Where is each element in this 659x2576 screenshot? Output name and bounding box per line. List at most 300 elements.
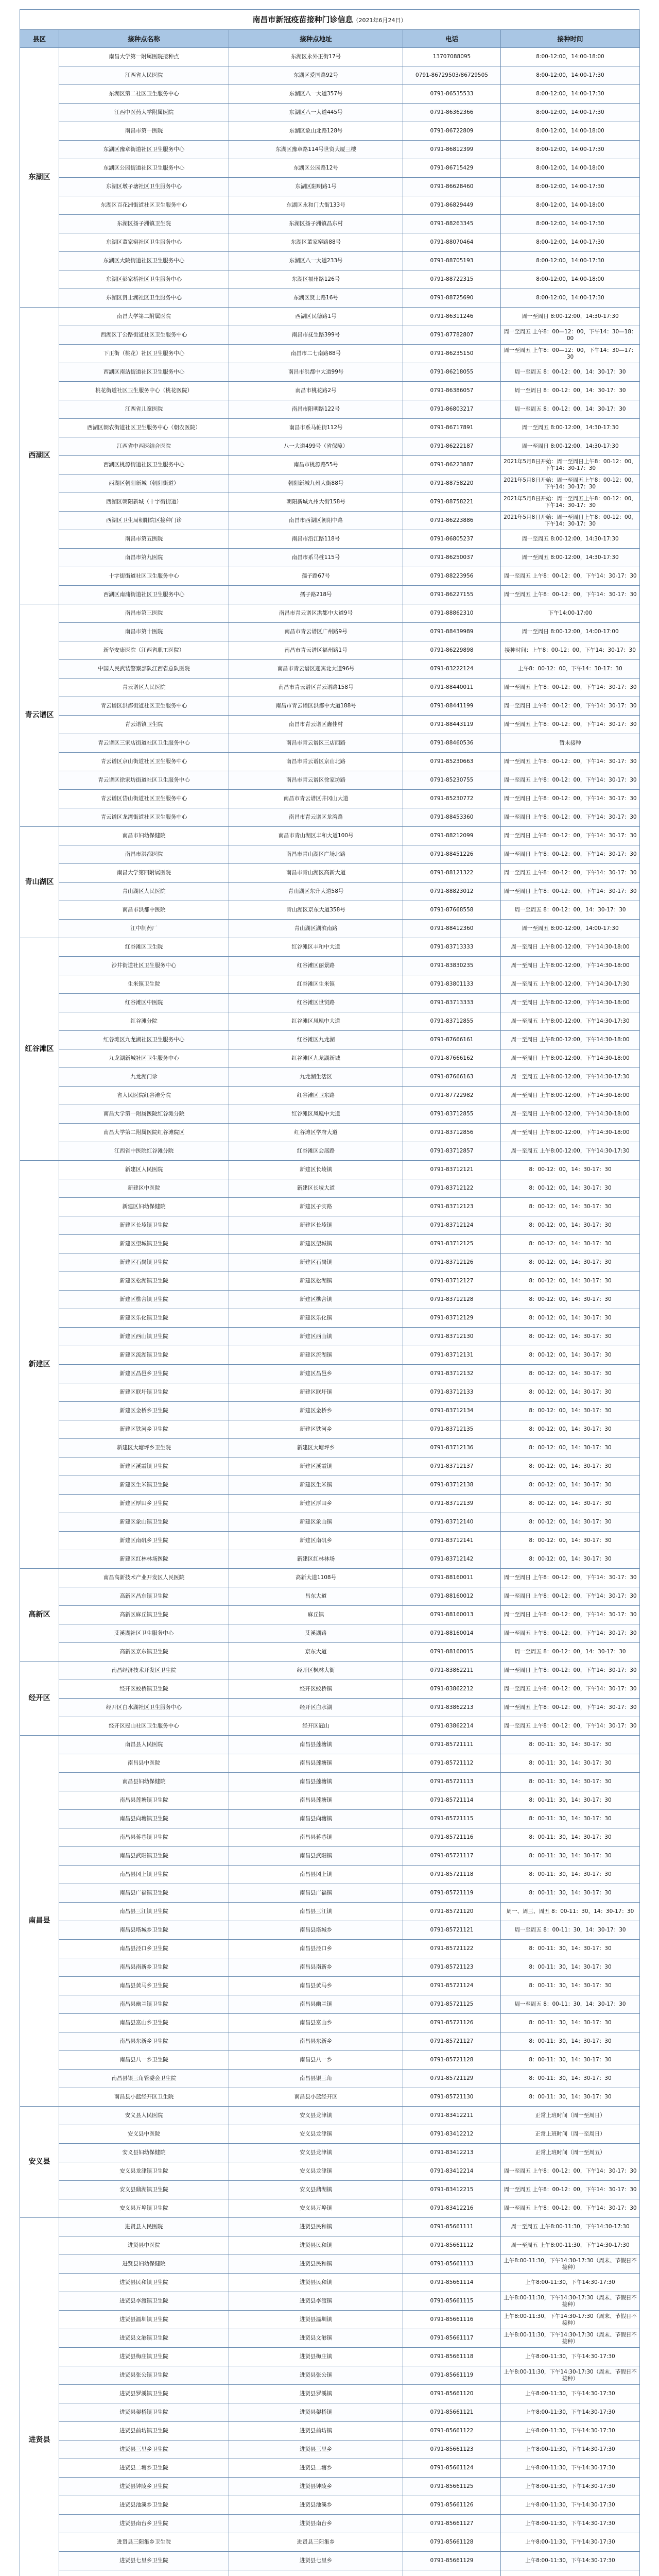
clinic-address: 进贤县文港镇 <box>229 2329 403 2348</box>
clinic-hours: 周一至周日 上午8：00-12：00，下午14：30-17：30 <box>501 845 640 864</box>
clinic-address: 八一大道499号（省保障） <box>229 437 403 456</box>
clinic-address: 新建区溪霞镇 <box>229 1458 403 1476</box>
clinic-address: 麻丘镇 <box>229 1606 403 1624</box>
clinic-name: 沙井街道社区卫生服务中心 <box>59 957 229 975</box>
district-cell: 安义县 <box>20 2107 59 2218</box>
clinic-phone: 0791-85721125 <box>403 1995 501 2014</box>
clinic-hours: 8：00-11：30，14：30-17：30 <box>501 2070 640 2088</box>
clinic-table <box>20 29 640 2576</box>
clinic-hours: 周一至周日 上午8：00-12：00，下午14：30-17：30 <box>501 883 640 901</box>
clinic-phone: 0791-83712131 <box>403 1346 501 1365</box>
clinic-hours: 8：00-11：30，14：30-17：30 <box>501 1791 640 1810</box>
table-row <box>20 864 640 883</box>
clinic-hours: 周一至周五 上午8：00—12：00，下午14：30—18：00 <box>501 326 640 345</box>
clinic-hours: 8：00-12：00，14：30-17：30 <box>501 1309 640 1328</box>
clinic-phone: 0791-88758220 <box>403 474 501 493</box>
table-row <box>20 1773 640 1791</box>
table-row <box>20 1995 640 2014</box>
clinic-phone: 0791-88160011 <box>403 1569 501 1587</box>
clinic-address: 东湖区豫章路114号世贸大厦三楼 <box>229 141 403 159</box>
clinic-name: 进贤县人民医院 <box>59 2218 229 2236</box>
clinic-hours: 8：00-12：00，14：30-17：30 <box>501 1161 640 1179</box>
table-row <box>20 660 640 679</box>
clinic-hours: 8:00-12:00，14:00-18:00 <box>501 122 640 141</box>
clinic-phone: 0791-83712130 <box>403 1328 501 1346</box>
table-row <box>20 2144 640 2162</box>
clinic-name: 南昌县塔城乡卫生院 <box>59 1921 229 1940</box>
table-row <box>20 1903 640 1921</box>
clinic-address: 南昌市青云谱区井冈山大道 <box>229 790 403 808</box>
clinic-hours: 8:00-12:00，14:00-18:00 <box>501 270 640 289</box>
clinic-phone: 0791-88862310 <box>403 604 501 623</box>
clinic-name: 新建区联圩镇卫生院 <box>59 1383 229 1402</box>
clinic-name: 西湖区南浦街道社区卫生服务中心 <box>59 586 229 604</box>
clinic-hours: 8：00-12：00，14：30-17：30 <box>501 1198 640 1216</box>
clinic-phone: 0791-85661125 <box>403 2478 501 2496</box>
table-row <box>20 1087 640 1105</box>
clinic-hours: 8：00-11：30，14：30-17：30 <box>501 1773 640 1791</box>
clinic-hours: 2021年5月8日开始：周一至周日上午8：00-12：00，下午14：30-17：30 <box>501 512 640 530</box>
clinic-name: 青云谱区龙湾街道社区卫生服务中心 <box>59 808 229 827</box>
clinic-name: 新建区樵舍镇卫生院 <box>59 1291 229 1309</box>
clinic-hours: 8:00-12:00，14:00-17:30 <box>501 178 640 196</box>
clinic-phone: 0791-83412216 <box>403 2199 501 2218</box>
clinic-address: 南昌市抚生路399号 <box>229 326 403 345</box>
clinic-phone: 0791-86227155 <box>403 586 501 604</box>
clinic-address: 新建区石岗镇 <box>229 1253 403 1272</box>
clinic-address: 进贤县罗溪镇 <box>229 2385 403 2403</box>
table-row <box>20 2478 640 2496</box>
table-row <box>20 1439 640 1458</box>
clinic-hours: 周一至周日 上午8:00-12:00，下午14:30-18:00 <box>501 1049 640 1068</box>
clinic-name: 南昌大学第一附属医院接种点 <box>59 48 229 66</box>
clinic-address: 红谷滩区凤凰中大道 <box>229 1105 403 1124</box>
clinic-phone: 0791-85721127 <box>403 2032 501 2051</box>
clinic-phone: 0791-86223886 <box>403 512 501 530</box>
clinic-address: 南昌县幽兰镇 <box>229 1995 403 2014</box>
clinic-hours: 周一至周日 8:00-12:00，14:30-17:30 <box>501 437 640 456</box>
clinic-name: 进贤县前坊镇卫生院 <box>59 2422 229 2441</box>
clinic-phone: 0791-85721117 <box>403 1847 501 1866</box>
clinic-phone: 0791-85661129 <box>403 2552 501 2570</box>
table-row <box>20 2348 640 2366</box>
table-row <box>20 1550 640 1569</box>
clinic-address: 南昌市青云谱区广州路9号 <box>229 623 403 641</box>
clinic-address: 南昌市桃花路2号 <box>229 382 403 400</box>
table-row <box>20 1272 640 1291</box>
table-row <box>20 1402 640 1420</box>
clinic-hours: 8：00-12：00，14：30-17：30 <box>501 1179 640 1198</box>
clinic-name: 进贤县七里乡卫生院 <box>59 2552 229 2570</box>
clinic-hours: 8:00-12:00，14:00-17:30 <box>501 141 640 159</box>
table-row <box>20 938 640 957</box>
table-row <box>20 697 640 716</box>
table-row <box>20 66 640 85</box>
clinic-phone: 0791-83412211 <box>403 2107 501 2125</box>
clinic-name: 新建区南矶乡卫生院 <box>59 1532 229 1550</box>
clinic-address: 南昌县富山乡 <box>229 2014 403 2032</box>
clinic-hours: 周一至周日 上午8：00-12：00，下午14：30-17：30 <box>501 1662 640 1680</box>
clinic-name: 进贤县三阳集乡卫生院 <box>59 2533 229 2552</box>
clinic-phone: 0791-85721130 <box>403 2088 501 2107</box>
clinic-address: 安义县龙津镇 <box>229 2162 403 2181</box>
clinic-address: 进贤县前坊镇 <box>229 2422 403 2441</box>
clinic-hours: 上午8:00-11:30，下午14:30-17:30（周末、节假日不接种） <box>501 2366 640 2385</box>
table-row <box>20 2088 640 2107</box>
clinic-address: 九龙湖生活区 <box>229 1068 403 1087</box>
clinic-name: 进贤县梅庄镇卫生院 <box>59 2348 229 2366</box>
clinic-hours: 上午8:00-11:30，下午14:30-17:30（周末、节假日不接种） <box>501 2329 640 2348</box>
clinic-phone: 0791-88263345 <box>403 215 501 233</box>
clinic-phone: 0791-83712135 <box>403 1420 501 1439</box>
clinic-address: 东湖区八一大道445号 <box>229 104 403 122</box>
table-row <box>20 196 640 215</box>
clinic-hours: 8：00-12：00，14：30-17：30 <box>501 1402 640 1420</box>
clinic-name: 南昌县南新乡卫生院 <box>59 1958 229 1977</box>
clinic-hours: 8：00-11：30，14：30-17：30 <box>501 1977 640 1995</box>
clinic-hours: 周一至周五 上午8:00-11:30，下午14:30-17:30 <box>501 2236 640 2255</box>
clinic-phone: 0791-83712128 <box>403 1291 501 1309</box>
clinic-hours: 8：00-12：00，14：30-17：30 <box>501 1346 640 1365</box>
table-row <box>20 1235 640 1253</box>
table-row <box>20 474 640 493</box>
clinic-phone: 0791-85661114 <box>403 2274 501 2292</box>
clinic-phone: 0791-88160012 <box>403 1587 501 1606</box>
clinic-phone: 0791-88121322 <box>403 864 501 883</box>
district-cell: 东湖区 <box>20 48 59 308</box>
clinic-address: 孺子路218号 <box>229 586 403 604</box>
table-row <box>20 2255 640 2274</box>
clinic-address: 南昌市系马桩街112号 <box>229 419 403 437</box>
clinic-address: 经开区枫林大街 <box>229 1662 403 1680</box>
table-row <box>20 2403 640 2422</box>
clinic-address: 东湖区爱国路92号 <box>229 66 403 85</box>
clinic-name: 西湖区朝阳新城（朝阳街道） <box>59 474 229 493</box>
clinic-phone: 0791-83712138 <box>403 1476 501 1495</box>
clinic-name: 南昌市洪都中医院 <box>59 901 229 920</box>
clinic-hours: 周一至周五 8：00-12：00，14：30-17：30 <box>501 1643 640 1662</box>
clinic-name: 东湖区扬子洲镇卫生院 <box>59 215 229 233</box>
clinic-name: 进贤县张公镇卫生院 <box>59 2366 229 2385</box>
table-row <box>20 122 640 141</box>
clinic-phone: 0791-85661127 <box>403 2515 501 2533</box>
clinic-phone: 0791-83712129 <box>403 1309 501 1328</box>
table-row <box>20 1866 640 1884</box>
district-cell: 南昌县 <box>20 1736 59 2107</box>
clinic-address: 新建区金桥乡 <box>229 1402 403 1420</box>
clinic-phone: 0791-88212099 <box>403 827 501 845</box>
clinic-name: 南昌市妇幼保健院 <box>59 827 229 845</box>
table-row <box>20 771 640 790</box>
clinic-name: 西湖区桃源街道社区卫生服务中心 <box>59 456 229 474</box>
clinic-phone: 0791-83712137 <box>403 1458 501 1476</box>
clinic-address: 新建区子实路 <box>229 1198 403 1216</box>
clinic-address: 南昌市青云谱区鑫佳村 <box>229 716 403 734</box>
clinic-name: 东湖区公园街道社区卫生服务中心 <box>59 159 229 178</box>
clinic-name: 进贤县民和镇卫生院 <box>59 2274 229 2292</box>
clinic-name: 新建区乐化镇卫生院 <box>59 1309 229 1328</box>
clinic-phone: 0791-86535533 <box>403 85 501 104</box>
table-row <box>20 2385 640 2403</box>
clinic-name: 南昌市第三医院 <box>59 604 229 623</box>
table-row <box>20 1383 640 1402</box>
clinic-phone: 0791-88223956 <box>403 567 501 586</box>
table-row <box>20 1699 640 1717</box>
district-cell: 青山湖区 <box>20 827 59 938</box>
table-row <box>20 994 640 1012</box>
clinic-name: 进贤县三里乡卫生院 <box>59 2441 229 2459</box>
clinic-phone: 0791-83862214 <box>403 1717 501 1736</box>
district-cell: 经开区 <box>20 1662 59 1736</box>
clinic-address: 红谷滩区丽景路 <box>229 957 403 975</box>
clinic-address: 进贤县三阳集乡 <box>229 2533 403 2552</box>
clinic-hours: 周一至周日 8:00-12:00，14:00-17:00 <box>501 623 640 641</box>
table-row <box>20 270 640 289</box>
clinic-name <box>59 2570 229 2576</box>
clinic-name: 南昌县八一乡卫生院 <box>59 2051 229 2070</box>
table-row <box>20 1606 640 1624</box>
table-row <box>20 2552 640 2570</box>
clinic-hours: 8：00-12：00，14：30-17：30 <box>501 1458 640 1476</box>
clinic-name: 进贤县文港镇卫生院 <box>59 2329 229 2348</box>
clinic-hours: 8：00-12：00，14：30-17：30 <box>501 1328 640 1346</box>
clinic-phone: 0791-85661128 <box>403 2533 501 2552</box>
clinic-name: 南昌高新技术产业开发区人民医院 <box>59 1569 229 1587</box>
table-row <box>20 252 640 270</box>
clinic-phone: 0791-83830235 <box>403 957 501 975</box>
table-row <box>20 530 640 549</box>
clinic-hours: 周一至周五 上午8：00-12：00，下午14：30-17：30 <box>501 2162 640 2181</box>
clinic-name: 新建区象山镇卫生院 <box>59 1513 229 1532</box>
clinic-hours: 周一至周五 上午8：00-12：00，下午14：30-17：30 <box>501 753 640 771</box>
table-row <box>20 2329 640 2348</box>
clinic-phone: 0791-88441199 <box>403 697 501 716</box>
clinic-address: 红谷滩区卫东路 <box>229 1087 403 1105</box>
clinic-name: 进贤县罗溪镇卫生院 <box>59 2385 229 2403</box>
clinic-hours: 周一至周五 8：00-11：30，14：30-17：30 <box>501 1921 640 1940</box>
clinic-hours: 周一至周日 上午8：00-12：00，下午14：30-17：30 <box>501 1606 640 1624</box>
clinic-name: 南昌县妇幼保健院 <box>59 1773 229 1791</box>
table-row <box>20 1161 640 1179</box>
clinic-address: 南昌县莲塘镇 <box>229 1773 403 1791</box>
clinic-name: 南昌县小蓝经开区卫生院 <box>59 2088 229 2107</box>
clinic-name: 青云谱镇卫生院 <box>59 716 229 734</box>
clinic-name: 东湖区墩子塘社区卫生服务中心 <box>59 178 229 196</box>
clinic-phone: 0791-85721111 <box>403 1736 501 1754</box>
clinic-address: 南昌县武阳镇 <box>229 1847 403 1866</box>
clinic-phone: 0791-83712134 <box>403 1402 501 1420</box>
clinic-address: 南昌市桃源路55号 <box>229 456 403 474</box>
clinic-name: 南昌县冈上镇卫生院 <box>59 1866 229 1884</box>
clinic-hours: 上午8:00-11:30，下午14:30-17:30 <box>501 2459 640 2478</box>
clinic-phone: 0791-83712141 <box>403 1532 501 1550</box>
clinic-address: 南昌市阳明路122号 <box>229 400 403 419</box>
clinic-hours: 8：00-11：30，14：30-17：30 <box>501 1828 640 1847</box>
clinic-hours: 8：00-12：00，14：30-17：30 <box>501 1532 640 1550</box>
clinic-phone: 0791-85661123 <box>403 2441 501 2459</box>
clinic-sheet <box>20 9 639 2576</box>
clinic-name: 新建区金桥乡卫生院 <box>59 1402 229 1420</box>
clinic-address: 青山湖区东升大道58号 <box>229 883 403 901</box>
clinic-name: 南昌县人民医院 <box>59 1736 229 1754</box>
clinic-address: 南昌市青云谱区洪都中大道188号 <box>229 697 403 716</box>
clinic-name: 青云谱区京山街道社区卫生服务中心 <box>59 753 229 771</box>
clinic-address: 东湖区扬子洲镇昌东村 <box>229 215 403 233</box>
clinic-address: 东湖区董家窑路88号 <box>229 233 403 252</box>
clinic-phone: 0791-88453360 <box>403 808 501 827</box>
clinic-address: 青山湖区湖滨南路 <box>229 920 403 938</box>
clinic-name: 东湖区彭家桥社区卫生服务中心 <box>59 270 229 289</box>
clinic-name: 南昌县三江镇卫生院 <box>59 1903 229 1921</box>
clinic-address: 南昌市青云谱区京山北路 <box>229 753 403 771</box>
clinic-phone: 0791-88443119 <box>403 716 501 734</box>
table-body <box>20 48 640 2576</box>
clinic-phone: 0791-87666162 <box>403 1049 501 1068</box>
clinic-phone: 0791-88451226 <box>403 845 501 864</box>
clinic-name: 高新区昌东镇卫生院 <box>59 1587 229 1606</box>
clinic-hours: 周一、周三、周五 8：00-11：30，14：30-17：30 <box>501 1903 640 1921</box>
clinic-name: 新建区红林林场医院 <box>59 1550 229 1569</box>
clinic-hours: 周一至周五 上午8：00-12：00，下午14：30-17：30 <box>501 679 640 697</box>
table-row <box>20 567 640 586</box>
header-row <box>20 30 640 48</box>
table-row <box>20 1328 640 1346</box>
clinic-hours: 周一至周五 8：00-12：00，14：30-17：30 <box>501 400 640 419</box>
clinic-address: 进贤县二塘乡 <box>229 2459 403 2478</box>
clinic-phone: 0791-88722315 <box>403 270 501 289</box>
table-row <box>20 920 640 938</box>
clinic-address: 南昌市青山湖区广场北路 <box>229 845 403 864</box>
table-row <box>20 2366 640 2385</box>
clinic-name: 进贤县池溪乡卫生院 <box>59 2496 229 2515</box>
clinic-hours: 周一至周五 上午8：00-12：00，下午14：30-17：30 <box>501 1680 640 1699</box>
clinic-name: 南昌县中医院 <box>59 1754 229 1773</box>
clinic-hours: 8：00-12：00，14：30-17：30 <box>501 1476 640 1495</box>
table-row <box>20 975 640 994</box>
clinic-name: 江西中医药大学附属医院 <box>59 104 229 122</box>
table-row <box>20 1049 640 1068</box>
subtitle-text: （2021年6月24日） <box>353 17 407 24</box>
clinic-address: 新建区昌邑乡 <box>229 1365 403 1383</box>
district-cell: 红谷滩区 <box>20 938 59 1161</box>
clinic-name: 新建区西山镇卫生院 <box>59 1328 229 1346</box>
clinic-hours: 周一至周五 上午8：00-12：00，下午14：30-17：30 <box>501 1699 640 1717</box>
clinic-phone: 0791-88758221 <box>403 493 501 512</box>
clinic-name: 九龙湖门诊 <box>59 1068 229 1087</box>
clinic-hours: 周一至周日 上午8:00-12:00，下午14:30-18:00 <box>501 994 640 1012</box>
clinic-name: 新华安康医院（江西省职工医院） <box>59 641 229 660</box>
table-row <box>20 1921 640 1940</box>
clinic-phone: 0791-88439989 <box>403 623 501 641</box>
clinic-name: 青山湖区人民医院 <box>59 883 229 901</box>
clinic-name: 进贤县中医院 <box>59 2236 229 2255</box>
clinic-address: 东湖区福州路126号 <box>229 270 403 289</box>
table-row <box>20 2292 640 2311</box>
clinic-address <box>229 2570 403 2576</box>
clinic-hours: 周一至周五 上午8:00-11:30，下午14:30-17:30 <box>501 2218 640 2236</box>
clinic-name: 南昌县蒋巷镇卫生院 <box>59 1828 229 1847</box>
clinic-phone: 0791-85721118 <box>403 1866 501 1884</box>
clinic-address: 南昌市系马桩115号 <box>229 549 403 567</box>
clinic-phone: 0791-83712125 <box>403 1235 501 1253</box>
table-row <box>20 1309 640 1328</box>
clinic-name: 江西省中西医结合医院 <box>59 437 229 456</box>
table-row <box>20 734 640 753</box>
clinic-hours: 上午8:00-11:30，下午14:30-17:30 <box>501 2403 640 2422</box>
table-row <box>20 1810 640 1828</box>
clinic-address: 进贤县李渡镇 <box>229 2292 403 2311</box>
clinic-phone: 0791-87666163 <box>403 1068 501 1087</box>
clinic-address: 青山湖区京东大道358号 <box>229 901 403 920</box>
clinic-phone: 0791-83712142 <box>403 1550 501 1569</box>
clinic-phone: 0791-88070464 <box>403 233 501 252</box>
table-row <box>20 308 640 326</box>
clinic-phone: 0791-85230772 <box>403 790 501 808</box>
clinic-hours: 上午8:00-11:30，下午14:30-17:30（周末、节假日不接种） <box>501 2311 640 2329</box>
clinic-hours: 上午8:00-11:30，下午14:30-17:30 <box>501 2496 640 2515</box>
clinic-address: 红谷滩区九龙湖 <box>229 1031 403 1049</box>
table-row <box>20 2125 640 2144</box>
clinic-name: 九龙湖新城社区卫生服务中心 <box>59 1049 229 1068</box>
clinic-address: 朝阳新城九州大街158号 <box>229 493 403 512</box>
clinic-hours: 2021年5月8日开始：周一至周五上午8：00-12：00，下午14：30-17：30 <box>501 493 640 512</box>
clinic-hours: 周一至周五 8：00-12：00，14：30-17：30 <box>501 363 640 382</box>
clinic-hours: 周一至周五 上午8：00—12：00，下午14：30—17：30 <box>501 345 640 363</box>
clinic-hours: 8:00-12:00，14:00-17:30 <box>501 104 640 122</box>
table-row <box>20 1977 640 1995</box>
table-row <box>20 1291 640 1309</box>
clinic-hours: 周一至周日 上午8：00-12：00，下午14：30-17：30 <box>501 1569 640 1587</box>
clinic-name: 南昌县银三角管委会卫生院 <box>59 2070 229 2088</box>
clinic-name: 江西省中医院红谷滩分院 <box>59 1142 229 1161</box>
table-row <box>20 159 640 178</box>
clinic-address: 高新大道1108号 <box>229 1569 403 1587</box>
table-row <box>20 827 640 845</box>
table-row <box>20 233 640 252</box>
clinic-phone: 0791-86218055 <box>403 363 501 382</box>
clinic-hours: 8：00-11：30，14：30-17：30 <box>501 1810 640 1828</box>
clinic-phone: 0791-83712132 <box>403 1365 501 1383</box>
clinic-name: 安义县中医院 <box>59 2125 229 2144</box>
clinic-hours: 8:00-12:00，14:00-17:30 <box>501 289 640 308</box>
clinic-address: 新建区大塘坪乡 <box>229 1439 403 1458</box>
clinic-phone: 0791-88160015 <box>403 1643 501 1662</box>
clinic-name: 新建区望城镇卫生院 <box>59 1235 229 1253</box>
clinic-address: 进贤县温圳镇 <box>229 2311 403 2329</box>
table-row <box>20 2459 640 2478</box>
clinic-name: 南昌县泾口乡卫生院 <box>59 1940 229 1958</box>
clinic-hours: 周一至周五 8：00-12：00，14：30-17：30 <box>501 901 640 920</box>
clinic-hours: 周一至周日 上午8:00-12:00，下午14:30-18:00 <box>501 938 640 957</box>
clinic-hours: 8：00-12：00，14：30-17：30 <box>501 1513 640 1532</box>
table-row <box>20 1142 640 1161</box>
clinic-address: 新建区铁河乡 <box>229 1420 403 1439</box>
table-row <box>20 1216 640 1235</box>
table-row <box>20 604 640 623</box>
clinic-hours: 8:00-12:00，14:00-17:30 <box>501 66 640 85</box>
clinic-phone: 0791-86311246 <box>403 308 501 326</box>
clinic-name: 南昌县广福镇卫生院 <box>59 1884 229 1903</box>
table-row <box>20 400 640 419</box>
clinic-phone: 0791-85721113 <box>403 1773 501 1791</box>
table-row <box>20 2199 640 2218</box>
clinic-address: 东湖区象山北路128号 <box>229 122 403 141</box>
clinic-name: 艾溪湖社区卫生服务中心 <box>59 1624 229 1643</box>
clinic-phone: 0791-88725690 <box>403 289 501 308</box>
clinic-hours: 周一至周五 上午8:00-12:00，下午14:30-17:30 <box>501 1068 640 1087</box>
clinic-phone: 0791-85661120 <box>403 2385 501 2403</box>
clinic-address: 南昌县泾口乡 <box>229 1940 403 1958</box>
